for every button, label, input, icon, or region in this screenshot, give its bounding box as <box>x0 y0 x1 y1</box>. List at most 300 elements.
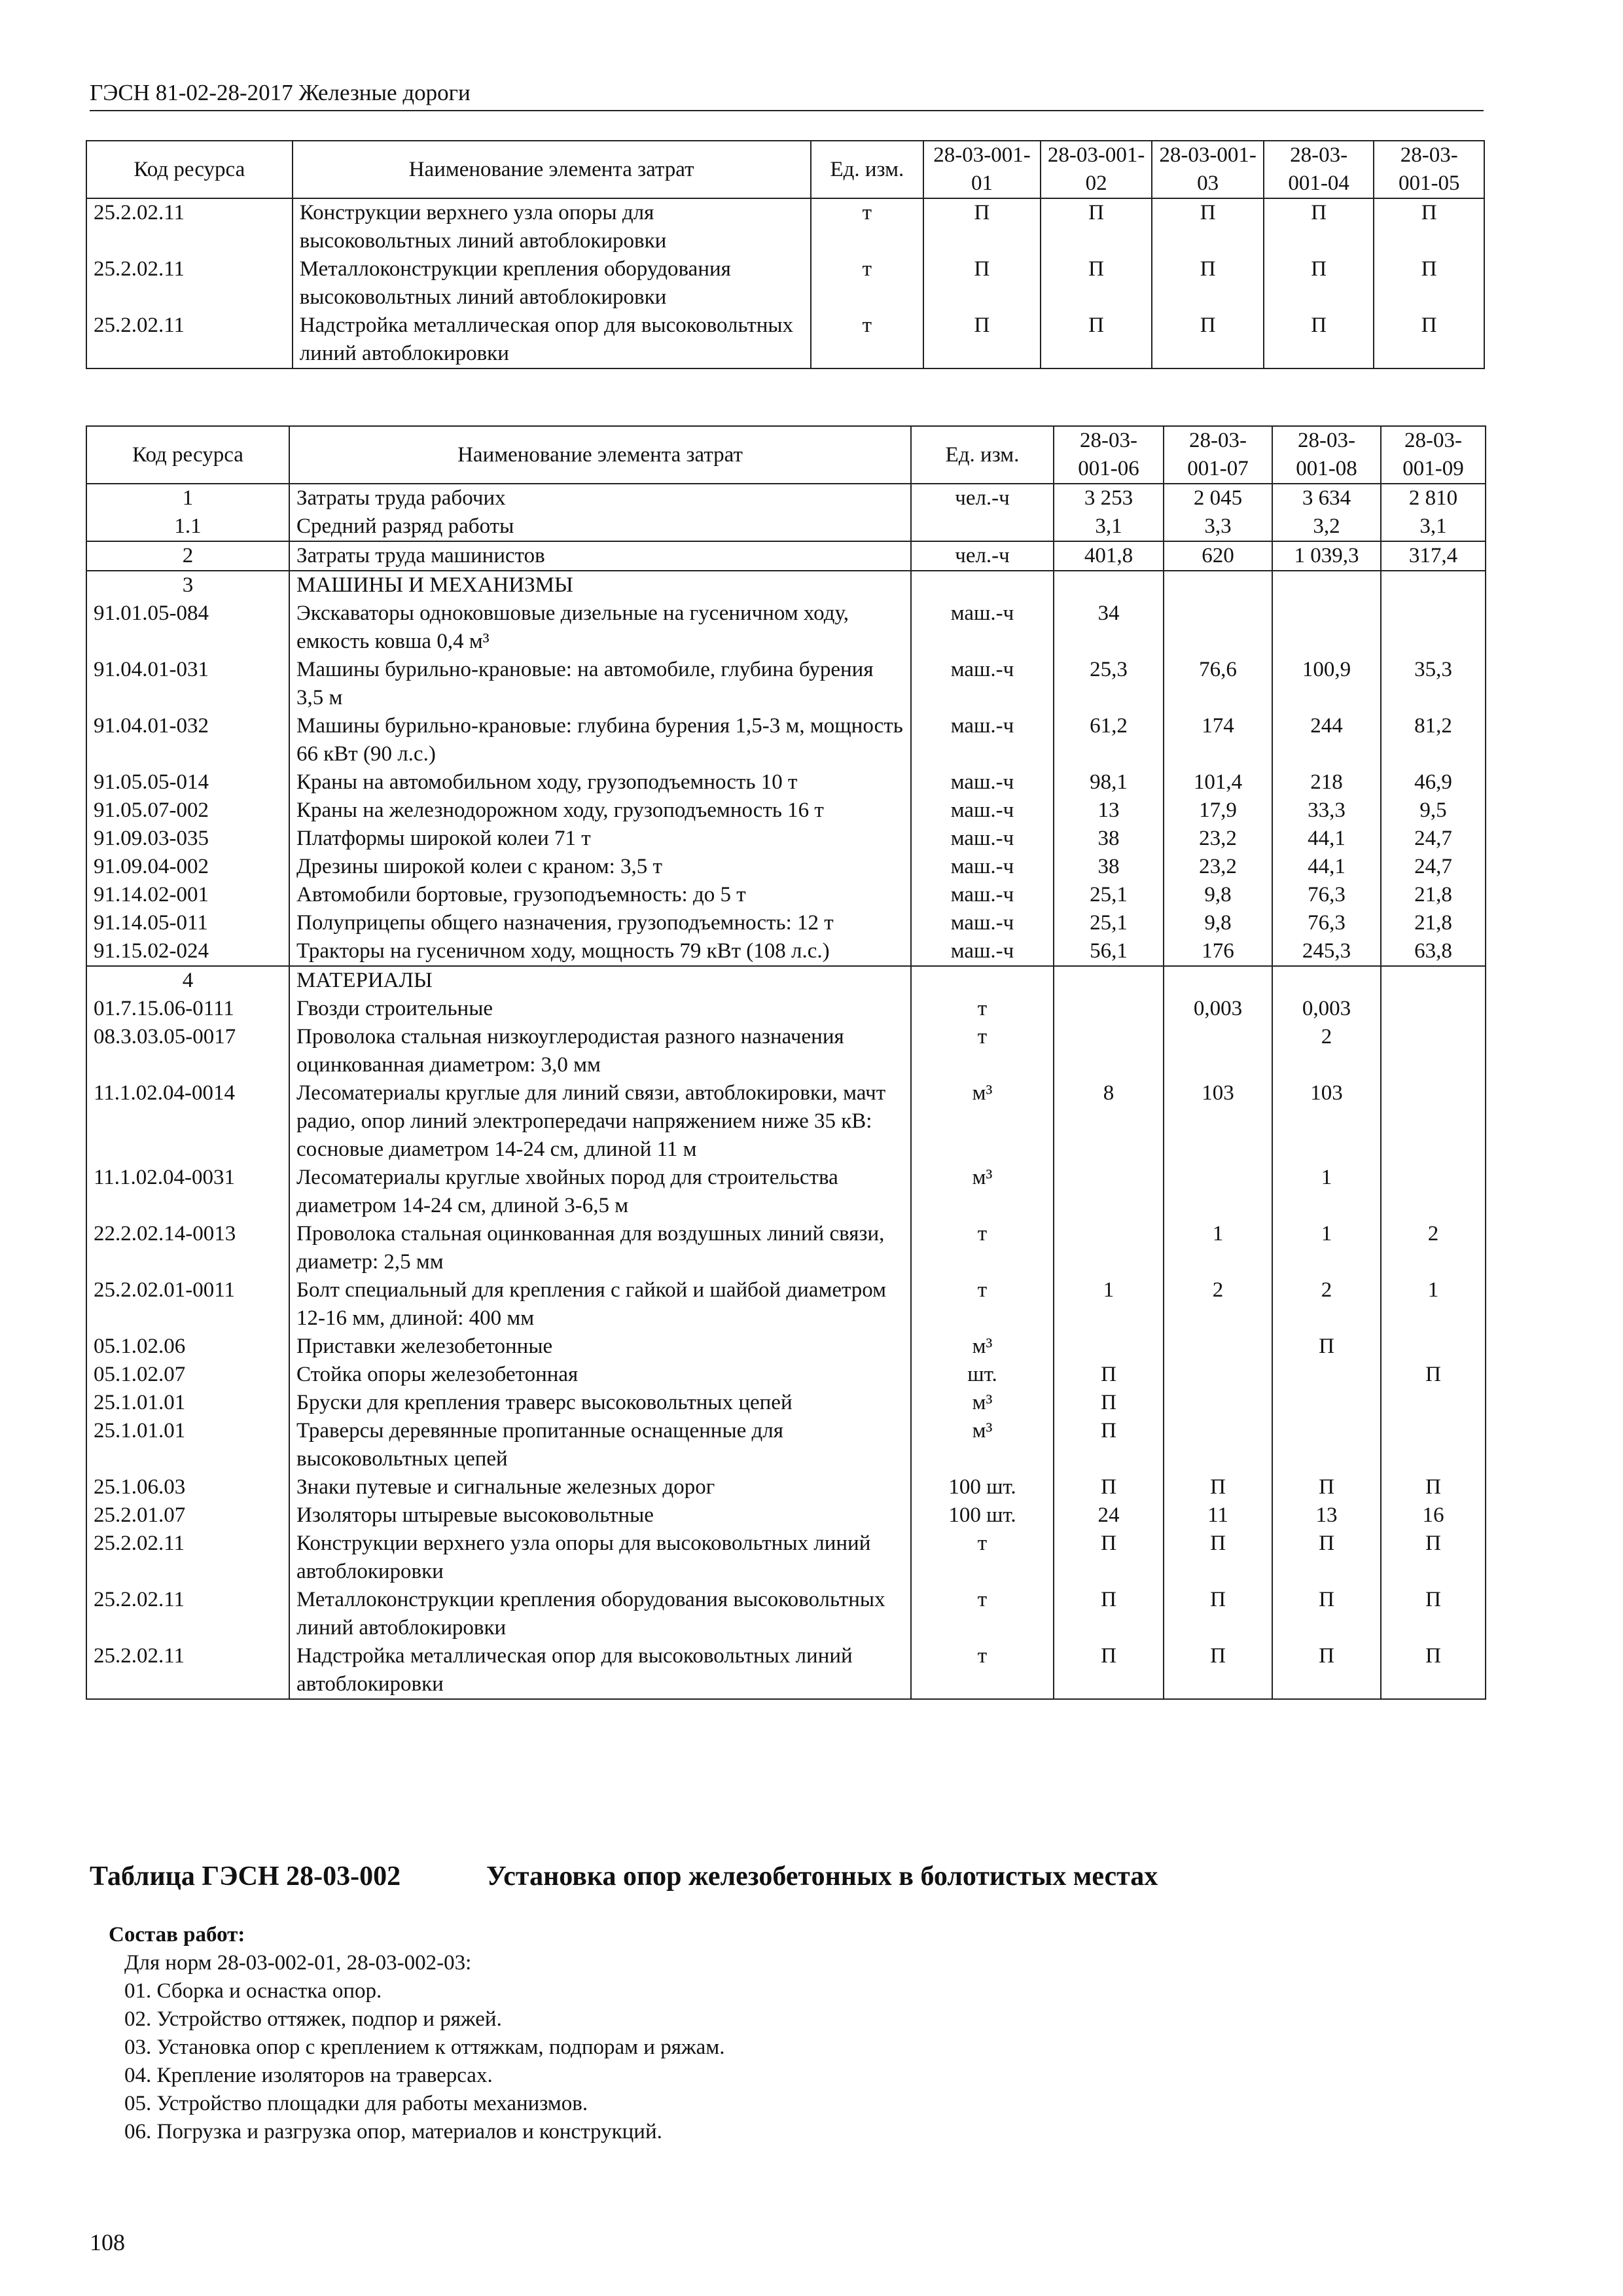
resource-name: Металлоконструкции крепления оборудования высоковольтных линий автоблокировки <box>293 255 811 312</box>
norm-value: 24,7 <box>1381 853 1486 881</box>
norm-value <box>1164 1023 1272 1079</box>
resource-name: Лесоматериалы круглые хвойных пород для строительства диаметром 14-24 см, длиной 3-6,5 м <box>289 1164 911 1220</box>
norm-value: 76,6 <box>1164 656 1272 712</box>
table-row <box>86 1642 1486 1699</box>
norm-value: П <box>1054 1473 1164 1501</box>
resource-code: 25.2.02.11 <box>86 255 293 312</box>
resource-name: Тракторы на гусеничном ходу, мощность 79 кВт (108 л.с.) <box>289 937 911 966</box>
resource-name: Гвозди строительные <box>289 995 911 1023</box>
table-row <box>86 1220 1486 1276</box>
norm-value: П <box>1374 255 1484 312</box>
norm-value: 21,8 <box>1381 909 1486 937</box>
document-title: ГЭСН 81-02-28-2017 Железные дороги <box>90 80 471 105</box>
resource-unit: 100 шт. <box>911 1501 1054 1530</box>
norm-value: 9,5 <box>1381 797 1486 825</box>
norm-value: П <box>1272 1473 1381 1501</box>
resource-name: Надстройка металлическая опор для высоковольтных линий автоблокировки <box>289 1642 911 1699</box>
resource-name: Затраты труда рабочих <box>289 484 911 512</box>
norm-value: П <box>1041 312 1152 368</box>
resource-code: 91.15.02-024 <box>86 937 289 966</box>
norm-value: 25,1 <box>1054 909 1164 937</box>
norm-value: 3 253 <box>1054 484 1164 512</box>
norm-value: 101,4 <box>1164 768 1272 797</box>
table-row <box>86 600 1486 656</box>
norm-value: П <box>1164 1586 1272 1642</box>
norm-value <box>1272 1361 1381 1389</box>
resource-code: 25.1.01.01 <box>86 1389 289 1417</box>
norm-value: 245,3 <box>1272 937 1381 966</box>
resource-name: Краны на железнодорожном ходу, грузоподъемность 16 т <box>289 797 911 825</box>
resource-code: 1 <box>86 484 289 512</box>
norm-value: 35,3 <box>1381 656 1486 712</box>
table-body <box>86 198 1484 368</box>
norm-value <box>1381 1389 1486 1417</box>
table-row <box>86 1079 1486 1164</box>
norm-value: П <box>1152 255 1264 312</box>
norm-value: 3 634 <box>1272 484 1381 512</box>
norm-value <box>1164 1164 1272 1220</box>
section-heading <box>90 1857 1484 1895</box>
resource-code: 91.09.03-035 <box>86 825 289 853</box>
resource-unit <box>911 512 1054 541</box>
resource-unit: маш.-ч <box>911 853 1054 881</box>
table-header-row <box>86 141 1484 198</box>
norm-value: 38 <box>1054 853 1164 881</box>
resource-code: 05.1.02.07 <box>86 1361 289 1389</box>
resource-code: 25.2.02.01-0011 <box>86 1276 289 1333</box>
resource-unit: м³ <box>911 1389 1054 1417</box>
resource-unit: маш.-ч <box>911 712 1054 768</box>
norm-value: 0,003 <box>1272 995 1381 1023</box>
resource-name: Платформы широкой колеи 71 т <box>289 825 911 853</box>
resource-unit: маш.-ч <box>911 881 1054 909</box>
norm-value: П <box>1264 312 1374 368</box>
norm-value: 1 <box>1272 1220 1381 1276</box>
norm-value: 2 <box>1381 1220 1486 1276</box>
resource-name: Проволока стальная оцинкованная для воздушных линий связи, диаметр: 2,5 мм <box>289 1220 911 1276</box>
resource-name: Надстройка металлическая опор для высоковольтных линий автоблокировки <box>293 312 811 368</box>
resource-name: Полуприцепы общего назначения, грузоподъемность: 12 т <box>289 909 911 937</box>
work-item: 06. Погрузка и разгрузка опор, материалов и конструкций. <box>124 2120 662 2144</box>
resource-name: Машины бурильно-крановые: на автомобиле, глубина бурения 3,5 м <box>289 656 911 712</box>
norm-value: 25,3 <box>1054 656 1164 712</box>
norm-value <box>1381 995 1486 1023</box>
norm-value <box>1054 1164 1164 1220</box>
norm-value: П <box>1264 255 1374 312</box>
table-header-row <box>86 426 1486 484</box>
resource-code: 25.2.01.07 <box>86 1501 289 1530</box>
table-row <box>86 1389 1486 1417</box>
resource-name: Металлоконструкции крепления оборудования высоковольтных линий автоблокировки <box>289 1586 911 1642</box>
resource-name: Изоляторы штыревые высоковольтные <box>289 1501 911 1530</box>
norm-value: 1 <box>1272 1164 1381 1220</box>
header-norm: 28-03-001-03 <box>1152 141 1264 198</box>
resource-code: 91.05.07-002 <box>86 797 289 825</box>
resource-table-2 <box>86 425 1486 1700</box>
resource-name: Затраты труда машинистов <box>289 541 911 571</box>
table-row <box>86 1473 1486 1501</box>
table-row <box>86 484 1486 512</box>
resource-code: 25.2.02.11 <box>86 1642 289 1699</box>
norm-value: 174 <box>1164 712 1272 768</box>
resource-code: 91.04.01-031 <box>86 656 289 712</box>
header-norm: 28-03-001-06 <box>1054 426 1164 484</box>
norm-value: 9,8 <box>1164 881 1272 909</box>
norm-value: 8 <box>1054 1079 1164 1164</box>
norm-value: П <box>1272 1530 1381 1586</box>
resource-code: 91.01.05-084 <box>86 600 289 656</box>
norm-value: 24 <box>1054 1501 1164 1530</box>
table-row <box>86 909 1486 937</box>
norm-value: 3,2 <box>1272 512 1381 541</box>
table-row <box>86 1501 1486 1530</box>
table-row <box>86 1333 1486 1361</box>
work-composition <box>109 1921 1457 2146</box>
resource-unit: м³ <box>911 1079 1054 1164</box>
norm-value: 218 <box>1272 768 1381 797</box>
norm-value: П <box>1164 1530 1272 1586</box>
norm-value: П <box>1381 1586 1486 1642</box>
resource-code: 11.1.02.04-0031 <box>86 1164 289 1220</box>
resource-code: 01.7.15.06-0111 <box>86 995 289 1023</box>
header-norm: 28-03-001-07 <box>1164 426 1272 484</box>
norm-value: 21,8 <box>1381 881 1486 909</box>
header-norm: 28-03-001-09 <box>1381 426 1486 484</box>
norm-value: 17,9 <box>1164 797 1272 825</box>
norm-value: 176 <box>1164 937 1272 966</box>
resource-code: 25.2.02.11 <box>86 1586 289 1642</box>
page-header <box>90 77 1484 111</box>
norm-value: 317,4 <box>1381 541 1486 571</box>
norm-value: 98,1 <box>1054 768 1164 797</box>
norm-value <box>1054 571 1164 600</box>
norm-value: П <box>1054 1389 1164 1417</box>
resource-name: Болт специальный для крепления с гайкой и шайбой диаметром 12-16 мм, длиной: 400 мм <box>289 1276 911 1333</box>
norm-value: 1 <box>1054 1276 1164 1333</box>
norm-value <box>1054 1220 1164 1276</box>
norm-value <box>1054 966 1164 995</box>
norm-value: 44,1 <box>1272 825 1381 853</box>
norm-value: П <box>1374 312 1484 368</box>
norm-value: 23,2 <box>1164 825 1272 853</box>
resource-unit: маш.-ч <box>911 825 1054 853</box>
resource-code: 08.3.03.05-0017 <box>86 1023 289 1079</box>
header-norm: 28-03-001-05 <box>1374 141 1484 198</box>
resource-unit: т <box>911 1220 1054 1276</box>
norm-value: П <box>1272 1586 1381 1642</box>
resource-unit: шт. <box>911 1361 1054 1389</box>
table-row <box>86 1023 1486 1079</box>
norm-value: 1 039,3 <box>1272 541 1381 571</box>
resource-name: Конструкции верхнего узла опоры для высоковольтных линий автоблокировки <box>293 198 811 255</box>
resource-unit: т <box>911 1642 1054 1699</box>
norm-value: 34 <box>1054 600 1164 656</box>
norm-value <box>1381 600 1486 656</box>
resource-code: 3 <box>86 571 289 600</box>
resource-code: 25.2.02.11 <box>86 198 293 255</box>
resource-table-1 <box>86 140 1485 369</box>
norm-value: 244 <box>1272 712 1381 768</box>
norm-value <box>1272 1389 1381 1417</box>
resource-name: Конструкции верхнего узла опоры для высоковольтных линий автоблокировки <box>289 1530 911 1586</box>
norm-value: П <box>1152 312 1264 368</box>
header-name: Наименование элемента затрат <box>293 141 811 198</box>
work-item: 03. Установка опор с креплением к оттяжкам, подпорам и ряжам. <box>124 2036 725 2059</box>
norm-value: П <box>1041 198 1152 255</box>
norm-value <box>1164 1361 1272 1389</box>
norm-value: П <box>1054 1530 1164 1586</box>
norm-value: 1 <box>1381 1276 1486 1333</box>
norm-value: 2 <box>1272 1276 1381 1333</box>
table-title: Установка опор железобетонных в болотистых местах <box>486 1861 1158 1892</box>
resource-unit: м³ <box>911 1333 1054 1361</box>
resource-code: 22.2.02.14-0013 <box>86 1220 289 1276</box>
table-row <box>86 966 1486 995</box>
norm-value <box>1381 1023 1486 1079</box>
resource-code: 2 <box>86 541 289 571</box>
norm-value: 9,8 <box>1164 909 1272 937</box>
table-row <box>86 656 1486 712</box>
resource-name: Проволока стальная низкоуглеродистая разного назначения оцинкованная диаметром: 3,0 мм <box>289 1023 911 1079</box>
resource-code: 1.1 <box>86 512 289 541</box>
resource-unit: т <box>911 1023 1054 1079</box>
norm-value: 44,1 <box>1272 853 1381 881</box>
norm-value: 100,9 <box>1272 656 1381 712</box>
table-row <box>86 1276 1486 1333</box>
header-norm: 28-03-001-08 <box>1272 426 1381 484</box>
table-row <box>86 937 1486 966</box>
norm-value: П <box>1054 1361 1164 1389</box>
norm-value: 23,2 <box>1164 853 1272 881</box>
norm-value: 1 <box>1164 1220 1272 1276</box>
resource-code: 25.1.01.01 <box>86 1417 289 1473</box>
header-norm: 28-03-001-02 <box>1041 141 1152 198</box>
norm-value: П <box>1054 1417 1164 1473</box>
resource-unit: т <box>911 1586 1054 1642</box>
norm-value: 401,8 <box>1054 541 1164 571</box>
norm-value: П <box>1164 1473 1272 1501</box>
resource-code: 4 <box>86 966 289 995</box>
norm-value <box>1272 1417 1381 1473</box>
resource-code: 25.2.02.11 <box>86 312 293 368</box>
table-row <box>86 995 1486 1023</box>
norm-value <box>1164 966 1272 995</box>
norm-value: 76,3 <box>1272 909 1381 937</box>
table-row <box>86 1164 1486 1220</box>
norm-value: 61,2 <box>1054 712 1164 768</box>
resource-code: 91.04.01-032 <box>86 712 289 768</box>
norm-value: 11 <box>1164 1501 1272 1530</box>
resource-name: МАТЕРИАЛЫ <box>289 966 911 995</box>
norm-value: 0,003 <box>1164 995 1272 1023</box>
resource-unit: маш.-ч <box>911 600 1054 656</box>
resource-code: 91.14.05-011 <box>86 909 289 937</box>
table-row <box>86 541 1486 571</box>
resource-unit: т <box>911 1530 1054 1586</box>
norm-value: 3,1 <box>1054 512 1164 541</box>
norm-value: П <box>1041 255 1152 312</box>
norm-value: П <box>1264 198 1374 255</box>
resource-name: Машины бурильно-крановые: глубина бурения 1,5-3 м, мощность 66 кВт (90 л.с.) <box>289 712 911 768</box>
table-row <box>86 1417 1486 1473</box>
resource-unit: маш.-ч <box>911 797 1054 825</box>
resource-name: Средний разряд работы <box>289 512 911 541</box>
norm-value: 2 <box>1272 1023 1381 1079</box>
resource-unit: чел.-ч <box>911 541 1054 571</box>
table-body <box>86 484 1486 1699</box>
norm-value: П <box>1381 1530 1486 1586</box>
norm-value <box>1054 995 1164 1023</box>
resource-unit: т <box>911 1276 1054 1333</box>
norm-value: 33,3 <box>1272 797 1381 825</box>
norm-value: П <box>1164 1642 1272 1699</box>
table-row <box>86 571 1486 600</box>
work-item: 05. Устройство площадки для работы механизмов. <box>124 2092 588 2115</box>
norm-value: П <box>1381 1642 1486 1699</box>
resource-name: Экскаваторы одноковшовые дизельные на гусеничном ходу, емкость ковша 0,4 м³ <box>289 600 911 656</box>
table-row <box>86 1361 1486 1389</box>
table-row <box>86 1530 1486 1586</box>
header-code: Код ресурса <box>86 141 293 198</box>
table-row <box>86 853 1486 881</box>
header-code: Код ресурса <box>86 426 289 484</box>
resource-code: 05.1.02.06 <box>86 1333 289 1361</box>
norm-value: 3,1 <box>1381 512 1486 541</box>
norm-value <box>1272 571 1381 600</box>
norm-value <box>1054 1333 1164 1361</box>
norm-value: 13 <box>1272 1501 1381 1530</box>
resource-name: Дрезины широкой колеи с краном: 3,5 т <box>289 853 911 881</box>
header-unit: Ед. изм. <box>811 141 924 198</box>
resource-name: Стойка опоры железобетонная <box>289 1361 911 1389</box>
norm-value: П <box>1054 1586 1164 1642</box>
resource-unit: т <box>811 312 924 368</box>
header-norm: 28-03-001-04 <box>1264 141 1374 198</box>
norm-value: П <box>1381 1361 1486 1389</box>
norm-value: 63,8 <box>1381 937 1486 966</box>
works-intro: Для норм 28-03-002-01, 28-03-002-03: <box>124 1951 472 1975</box>
resource-unit: маш.-ч <box>911 656 1054 712</box>
norm-value <box>1164 600 1272 656</box>
header-unit: Ед. изм. <box>911 426 1054 484</box>
page-number: 108 <box>90 2229 125 2255</box>
norm-value: П <box>1374 198 1484 255</box>
table-number: Таблица ГЭСН 28-03-002 <box>90 1861 401 1892</box>
resource-unit: 100 шт. <box>911 1473 1054 1501</box>
resource-name: Знаки путевые и сигнальные железных дорог <box>289 1473 911 1501</box>
norm-value: 46,9 <box>1381 768 1486 797</box>
norm-value: 56,1 <box>1054 937 1164 966</box>
resource-unit <box>911 571 1054 600</box>
norm-value <box>1164 1417 1272 1473</box>
norm-value: 25,1 <box>1054 881 1164 909</box>
resource-name: Траверсы деревянные пропитанные оснащенные для высоковольтных цепей <box>289 1417 911 1473</box>
resource-unit <box>911 966 1054 995</box>
table-row <box>86 881 1486 909</box>
resource-name: МАШИНЫ И МЕХАНИЗМЫ <box>289 571 911 600</box>
norm-value: П <box>923 312 1041 368</box>
resource-unit: т <box>811 255 924 312</box>
table-row <box>86 198 1484 255</box>
norm-value <box>1164 571 1272 600</box>
norm-value <box>1054 1023 1164 1079</box>
resource-name: Приставки железобетонные <box>289 1333 911 1361</box>
norm-value: 620 <box>1164 541 1272 571</box>
resource-unit: маш.-ч <box>911 909 1054 937</box>
header-name: Наименование элемента затрат <box>289 426 911 484</box>
table-row <box>86 768 1486 797</box>
resource-unit: т <box>911 995 1054 1023</box>
table-row <box>86 512 1486 541</box>
resource-unit: маш.-ч <box>911 768 1054 797</box>
works-title: Состав работ: <box>109 1923 245 1946</box>
norm-value: 2 <box>1164 1276 1272 1333</box>
table-row <box>86 797 1486 825</box>
resource-code: 91.05.05-014 <box>86 768 289 797</box>
table-row <box>86 712 1486 768</box>
resource-name: Краны на автомобильном ходу, грузоподъемность 10 т <box>289 768 911 797</box>
resource-code: 11.1.02.04-0014 <box>86 1079 289 1164</box>
work-item: 02. Устройство оттяжек, подпор и ряжей. <box>124 2007 502 2031</box>
work-item: 04. Крепление изоляторов на траверсах. <box>124 2064 493 2087</box>
norm-value: П <box>1272 1642 1381 1699</box>
table-row <box>86 825 1486 853</box>
norm-value: 81,2 <box>1381 712 1486 768</box>
resource-unit: чел.-ч <box>911 484 1054 512</box>
norm-value: П <box>1272 1333 1381 1361</box>
resource-unit: м³ <box>911 1164 1054 1220</box>
norm-value: П <box>923 198 1041 255</box>
resource-unit: м³ <box>911 1417 1054 1473</box>
norm-value: 3,3 <box>1164 512 1272 541</box>
norm-value <box>1381 1333 1486 1361</box>
resource-name: Лесоматериалы круглые для линий связи, автоблокировки, мачт радио, опор линий электропередачи напряжением ниже 35 кВ: сосновые диаметром 14-24 см, длиной 11 м <box>289 1079 911 1164</box>
resource-unit: т <box>811 198 924 255</box>
norm-value: 2 810 <box>1381 484 1486 512</box>
table-row <box>86 312 1484 368</box>
norm-value: 24,7 <box>1381 825 1486 853</box>
norm-value <box>1381 966 1486 995</box>
norm-value: 16 <box>1381 1501 1486 1530</box>
works-list <box>109 1977 1457 2146</box>
norm-value: П <box>923 255 1041 312</box>
resource-name: Бруски для крепления траверс высоковольтных цепей <box>289 1389 911 1417</box>
norm-value: 2 045 <box>1164 484 1272 512</box>
resource-code: 91.14.02-001 <box>86 881 289 909</box>
norm-value <box>1381 1417 1486 1473</box>
resource-code: 25.2.02.11 <box>86 1530 289 1586</box>
table-row <box>86 1586 1486 1642</box>
header-norm: 28-03-001-01 <box>923 141 1041 198</box>
norm-value: П <box>1054 1642 1164 1699</box>
norm-value: 103 <box>1164 1079 1272 1164</box>
resource-unit: маш.-ч <box>911 937 1054 966</box>
norm-value <box>1272 966 1381 995</box>
norm-value: 38 <box>1054 825 1164 853</box>
norm-value: П <box>1152 198 1264 255</box>
norm-value <box>1164 1333 1272 1361</box>
norm-value <box>1381 1164 1486 1220</box>
work-item: 01. Сборка и оснастка опор. <box>124 1979 382 2003</box>
norm-value <box>1381 571 1486 600</box>
norm-value <box>1164 1389 1272 1417</box>
norm-value: 103 <box>1272 1079 1381 1164</box>
table-row <box>86 255 1484 312</box>
norm-value: 13 <box>1054 797 1164 825</box>
resource-code: 25.1.06.03 <box>86 1473 289 1501</box>
resource-name: Автомобили бортовые, грузоподъемность: до 5 т <box>289 881 911 909</box>
norm-value: П <box>1381 1473 1486 1501</box>
